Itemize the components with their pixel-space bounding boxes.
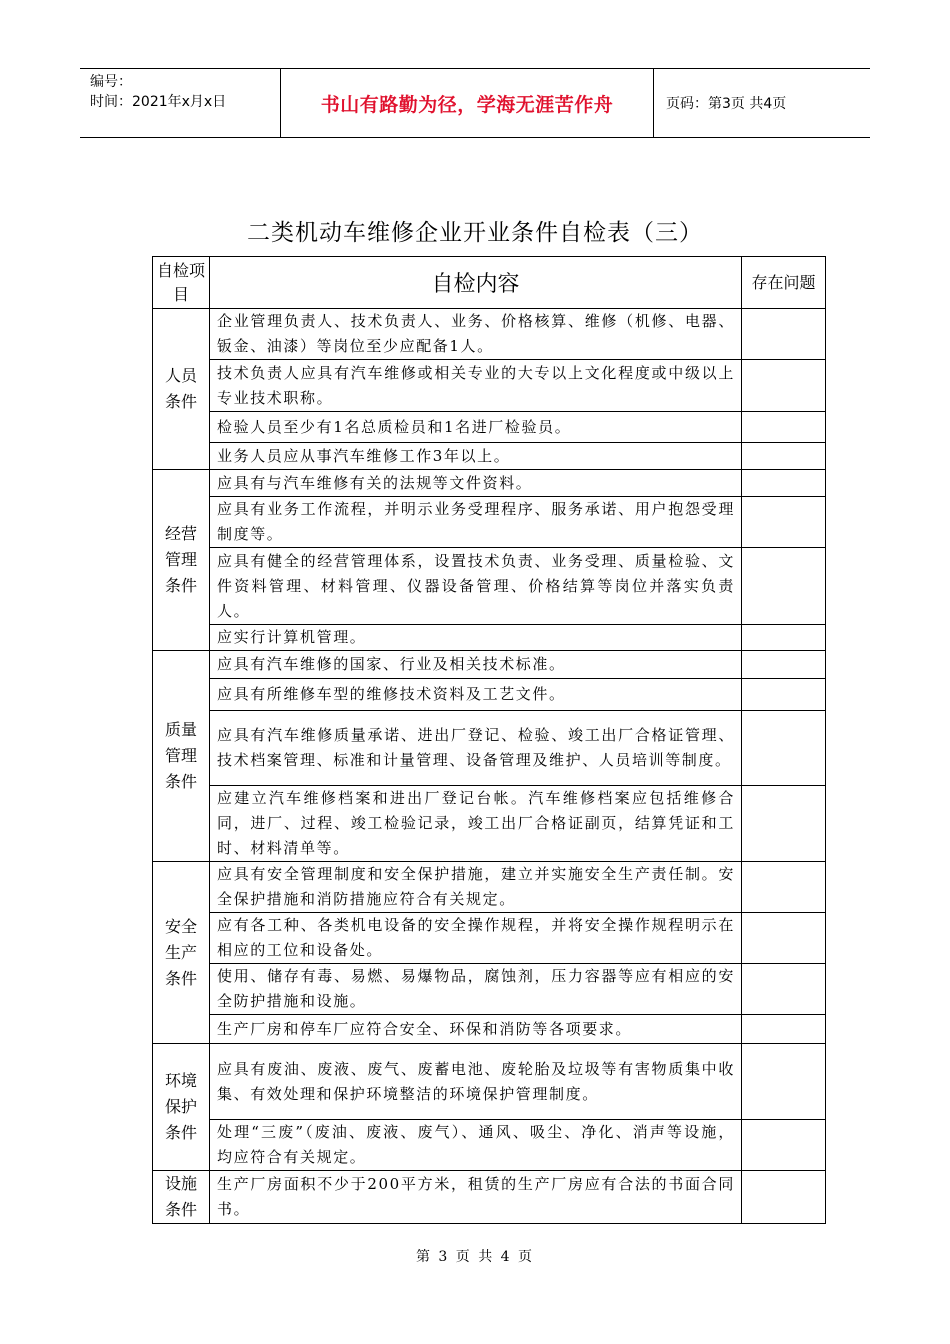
table-row: [153, 711, 826, 786]
header-meta-cell: [80, 69, 281, 137]
issue-cell[interactable]: [742, 711, 826, 786]
table-row: [153, 786, 826, 862]
category-cell: 设施条件: [153, 1171, 210, 1224]
content-cell: 应具有汽车维修质量承诺、进出厂登记、检验、竣工出厂合格证管理、技术档案管理、标准和计量管理、设备管理及维护、人员培训等制度。: [210, 711, 742, 786]
table-row: [153, 412, 826, 443]
table-row: [153, 360, 826, 412]
issue-cell[interactable]: [742, 443, 826, 470]
content-cell: 业务人员应从事汽车维修工作3年以上。: [210, 443, 742, 470]
content-cell: 检验人员至少有1名总质检员和1名进厂检验员。: [210, 412, 742, 443]
table-row: [153, 497, 826, 548]
content-cell: 应具有汽车维修的国家、行业及相关技术标准。: [210, 651, 742, 679]
issue-cell[interactable]: [742, 1044, 826, 1120]
table-header-row: [153, 257, 826, 309]
issue-cell[interactable]: [742, 470, 826, 497]
category-cell: 经营管理条件: [153, 470, 210, 651]
issue-cell[interactable]: [742, 786, 826, 862]
header-motto-cell: [281, 69, 654, 137]
content-cell: 应有各工种、各类机电设备的安全操作规程，并将安全操作规程明示在相应的工位和设备处。: [210, 913, 742, 964]
table-row: [153, 548, 826, 625]
issue-cell[interactable]: [742, 360, 826, 412]
table-row: [153, 862, 826, 913]
table-row: [153, 443, 826, 470]
issue-cell[interactable]: [742, 625, 826, 651]
issue-cell[interactable]: [742, 862, 826, 913]
header-page-cell: [654, 69, 870, 137]
table-row: [153, 651, 826, 679]
issue-cell[interactable]: [742, 1171, 826, 1224]
table-row: [153, 470, 826, 497]
header-band: [80, 68, 870, 138]
content-cell: 应具有安全管理制度和安全保护措施，建立并实施安全生产责任制。安全保护措施和消防措施应符合有关规定。: [210, 862, 742, 913]
issue-cell[interactable]: [742, 913, 826, 964]
issue-cell[interactable]: [742, 651, 826, 679]
content-cell: 生产厂房和停车厂应符合安全、环保和消防等各项要求。: [210, 1015, 742, 1044]
table-row: [153, 1044, 826, 1120]
document-code-label: 编号：: [90, 74, 132, 90]
content-cell: 生产厂房面积不少于200平方米，租赁的生产厂房应有合法的书面合同书。: [210, 1171, 742, 1224]
table-row: [153, 964, 826, 1015]
content-cell: 应建立汽车维修档案和进出厂登记台帐。汽车维修档案应包括维修合同，进厂、过程、竣工检验记录，竣工出厂合格证副页，结算凭证和工时、材料清单等。: [210, 786, 742, 862]
column-header-issue: 存在问题: [742, 257, 826, 309]
content-cell: 应具有所维修车型的维修技术资料及工艺文件。: [210, 679, 742, 711]
issue-cell[interactable]: [742, 497, 826, 548]
content-cell: 应具有业务工作流程，并明示业务受理程序、服务承诺、用户抱怨受理制度等。: [210, 497, 742, 548]
issue-cell[interactable]: [742, 309, 826, 360]
issue-cell[interactable]: [742, 679, 826, 711]
category-cell: 环境保护条件: [153, 1044, 210, 1171]
page-title: 二类机动车维修企业开业条件自检表（三）: [247, 220, 703, 246]
page-footer: 第 3 页 共 4 页: [415, 1249, 535, 1265]
table-row: [153, 1171, 826, 1224]
category-cell: 质量管理条件: [153, 651, 210, 862]
content-cell: 企业管理负责人、技术负责人、业务、价格核算、维修（机修、电器、钣金、油漆）等岗位至少应配备1人。: [210, 309, 742, 360]
issue-cell[interactable]: [742, 964, 826, 1015]
content-cell: 使用、储存有毒、易燃、易爆物品，腐蚀剂，压力容器等应有相应的安全防护措施和设施。: [210, 964, 742, 1015]
content-cell: 应具有与汽车维修有关的法规等文件资料。: [210, 470, 742, 497]
table-row: [153, 625, 826, 651]
table-row: [153, 679, 826, 711]
content-cell: 应实行计算机管理。: [210, 625, 742, 651]
category-cell: 人员条件: [153, 309, 210, 470]
issue-cell[interactable]: [742, 1015, 826, 1044]
header-page-code: 页码：第3页 共4页: [666, 96, 787, 112]
column-header-item: 自检项目: [153, 257, 210, 309]
self-check-table: [152, 256, 826, 1224]
category-cell: 安全生产条件: [153, 862, 210, 1044]
issue-cell[interactable]: [742, 1120, 826, 1171]
header-motto: 书山有路勤为径，学海无涯苦作舟: [320, 93, 614, 116]
content-cell: 应具有健全的经营管理体系，设置技术负责、业务受理、质量检验、文件资料管理、材料管理、仪器设备管理、价格结算等岗位并落实负责人。: [210, 548, 742, 625]
table-row: [153, 309, 826, 360]
issue-cell[interactable]: [742, 548, 826, 625]
content-cell: 应具有废油、废液、废气、废蓄电池、废轮胎及垃圾等有害物质集中收集、有效处理和保护环境整洁的环境保护管理制度。: [210, 1044, 742, 1120]
table-row: [153, 913, 826, 964]
content-cell: 技术负责人应具有汽车维修或相关专业的大专以上文化程度或中级以上专业技术职称。: [210, 360, 742, 412]
issue-cell[interactable]: [742, 412, 826, 443]
column-header-content: 自检内容: [210, 257, 742, 309]
table-row: [153, 1120, 826, 1171]
content-cell: 处理“三废”（废油、废液、废气）、通风、吸尘、净化、消声等设施，均应符合有关规定。: [210, 1120, 742, 1171]
document-date: 时间：2021年x月x日: [90, 94, 227, 110]
table-row: [153, 1015, 826, 1044]
